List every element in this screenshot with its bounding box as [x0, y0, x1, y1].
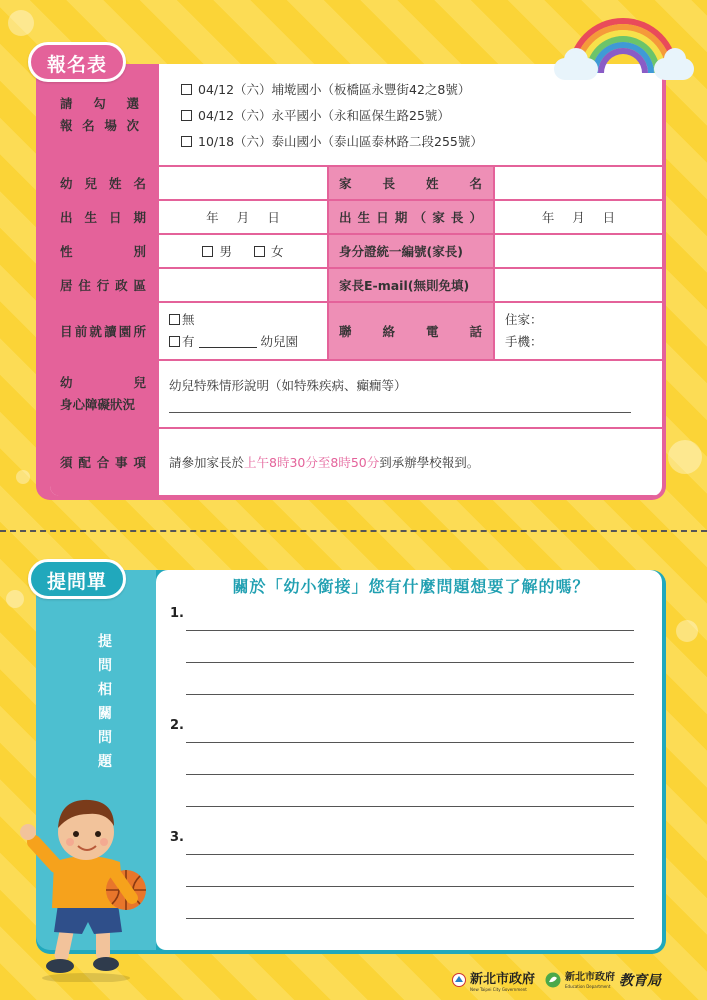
- answer-line[interactable]: [186, 630, 634, 631]
- rainbow-icon: [568, 18, 686, 78]
- child-name-label: 幼兒姓名: [60, 176, 147, 191]
- question-badge: 提問單: [28, 559, 126, 599]
- venue-option-1[interactable]: 04/12（六）埔墘國小（板橋區永豐街42之8號）: [169, 77, 652, 103]
- year-label: 年: [206, 210, 219, 225]
- boy-with-ball-icon: [14, 782, 154, 982]
- home-phone-label: 住家：: [505, 312, 543, 327]
- email-label: 家長E-mail(無則免填): [339, 278, 470, 293]
- bg-bubble: [676, 620, 698, 642]
- checkbox-icon[interactable]: [181, 110, 192, 121]
- phone-label: 聯絡電話: [339, 324, 483, 339]
- leaf-icon: [545, 972, 561, 988]
- special-desc: 幼兒特殊情形說明（如特殊疾病、癲癇等）: [169, 377, 407, 393]
- id-label: 身分證統一編號(家長): [339, 244, 463, 259]
- question-number-3: 3.: [170, 830, 184, 845]
- answer-line[interactable]: [186, 694, 634, 695]
- answer-line[interactable]: [186, 854, 634, 855]
- gov-name: 新北市政府: [470, 972, 536, 987]
- school-label: 目前就讀園所: [60, 324, 147, 339]
- special-label-2: 身心障礙狀況: [60, 397, 136, 412]
- id-field[interactable]: [494, 234, 662, 268]
- bg-bubble: [668, 440, 702, 474]
- bg-bubble: [8, 10, 34, 36]
- venue-label: 請勾選 報名場次: [50, 64, 158, 166]
- answer-line[interactable]: [186, 886, 634, 887]
- gov-en: New Taipei City Government: [470, 987, 527, 992]
- gender-label: 性別: [60, 244, 147, 259]
- checkbox-icon[interactable]: [169, 314, 180, 325]
- edu-dept-logo: [545, 970, 661, 990]
- school-none-option[interactable]: 無: [169, 309, 317, 331]
- answer-line[interactable]: [186, 662, 634, 663]
- bg-bubble: [6, 590, 24, 608]
- cut-line: [0, 530, 707, 532]
- checkbox-icon[interactable]: [181, 136, 192, 147]
- special-label-1: 幼兒: [60, 375, 147, 390]
- child-name-field[interactable]: [158, 166, 328, 200]
- mobile-phone-label: 手機：: [505, 334, 543, 349]
- notice-label: 須配合事項: [60, 455, 147, 470]
- checkbox-icon[interactable]: [254, 246, 265, 257]
- school-name-blank[interactable]: [199, 347, 257, 348]
- school-field: [158, 302, 328, 360]
- year-label: 年: [541, 210, 555, 225]
- month-label: 月: [572, 210, 585, 225]
- registration-inner: [50, 64, 662, 496]
- gender-field: [158, 234, 328, 268]
- month-label: 月: [236, 210, 250, 225]
- parent-birth-field[interactable]: [494, 200, 662, 234]
- special-line: [169, 412, 631, 413]
- answer-line[interactable]: [186, 774, 634, 775]
- registration-card: [36, 64, 666, 500]
- birth-field[interactable]: [158, 200, 328, 234]
- answer-line[interactable]: [186, 742, 634, 743]
- edu-name: 教育局: [619, 973, 662, 989]
- question-number-2: 2.: [170, 718, 184, 733]
- notice-time: 上午8時30分至8時50分: [244, 455, 380, 470]
- gender-male-option[interactable]: 男: [202, 242, 232, 260]
- question-number-1: 1.: [170, 606, 184, 621]
- school-has-option[interactable]: 有 幼兒園: [169, 331, 317, 353]
- special-field[interactable]: [158, 360, 662, 428]
- question-side-label: 提 問 相 關 問 題: [98, 634, 112, 770]
- answer-line[interactable]: [186, 806, 634, 807]
- notice-text: 請參加家長於上午8時30分至8時50分到承辦學校報到。: [158, 428, 662, 496]
- phone-field[interactable]: [494, 302, 662, 360]
- checkbox-icon[interactable]: [181, 84, 192, 95]
- parent-name-label: 家長姓名: [339, 176, 483, 191]
- day-label: 日: [267, 210, 280, 225]
- footer-logos: [452, 968, 661, 992]
- answer-line[interactable]: [186, 918, 634, 919]
- edu-en: Education Department: [565, 983, 611, 989]
- email-field[interactable]: [494, 268, 662, 302]
- ntpc-emblem-icon: [452, 973, 466, 987]
- district-label: 居住行政區: [60, 278, 147, 293]
- parent-birth-label: 出生日期（家長）: [339, 210, 483, 225]
- ntpc-gov-logo: [452, 968, 535, 992]
- district-field[interactable]: [158, 268, 328, 302]
- parent-name-field[interactable]: [494, 166, 662, 200]
- bg-bubble: [16, 470, 30, 484]
- checkbox-icon[interactable]: [202, 246, 213, 257]
- venue-option-2[interactable]: 04/12（六）永平國小（永和區保生路25號）: [169, 103, 652, 129]
- gender-female-option[interactable]: 女: [254, 242, 284, 260]
- venue-option-3[interactable]: 10/18（六）泰山國小（泰山區泰林路二段255號）: [169, 129, 652, 155]
- question-inner: [156, 570, 662, 950]
- question-title: 關於「幼小銜接」您有什麼問題想要了解的嗎？: [232, 577, 590, 596]
- edu-gov-name: 新北市政府: [565, 971, 616, 983]
- day-label: 日: [602, 210, 616, 225]
- registration-table: [50, 64, 662, 496]
- checkbox-icon[interactable]: [169, 336, 180, 347]
- registration-badge: 報名表: [28, 42, 126, 82]
- birth-label: 出生日期: [60, 210, 147, 225]
